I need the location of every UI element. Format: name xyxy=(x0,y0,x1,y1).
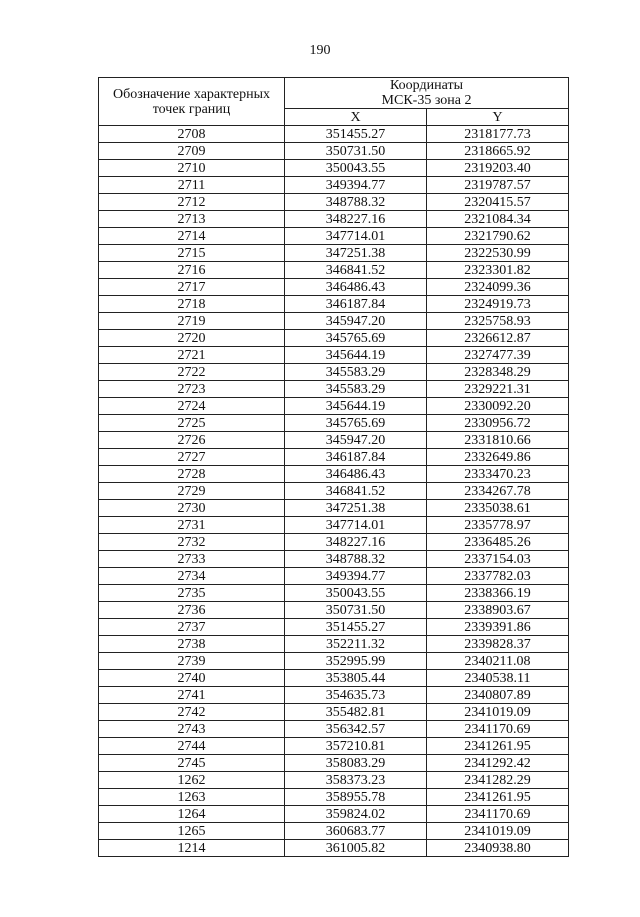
table-row xyxy=(99,602,569,619)
y-coordinate-cell: 2337782.03 xyxy=(427,568,569,585)
point-id-cell: 2734 xyxy=(99,568,285,585)
point-id-cell: 2742 xyxy=(99,704,285,721)
x-coordinate-cell: 350043.55 xyxy=(285,160,427,177)
point-id-cell: 2735 xyxy=(99,585,285,602)
y-coordinate-cell: 2341170.69 xyxy=(427,721,569,738)
point-id-cell: 2741 xyxy=(99,687,285,704)
y-coordinate-cell: 2318177.73 xyxy=(427,126,569,143)
point-id-cell: 2721 xyxy=(99,347,285,364)
y-column-header: Y xyxy=(427,109,569,126)
x-coordinate-cell: 360683.77 xyxy=(285,823,427,840)
y-coordinate-cell: 2335038.61 xyxy=(427,500,569,517)
y-coordinate-cell: 2341019.09 xyxy=(427,823,569,840)
table-row xyxy=(99,619,569,636)
point-id-cell: 2740 xyxy=(99,670,285,687)
y-coordinate-cell: 2335778.97 xyxy=(427,517,569,534)
table-body xyxy=(99,126,569,857)
point-id-cell: 2718 xyxy=(99,296,285,313)
coordinates-header-system: МСК-35 зона 2 xyxy=(381,93,472,108)
x-coordinate-cell: 349394.77 xyxy=(285,568,427,585)
x-coordinate-cell: 355482.81 xyxy=(285,704,427,721)
y-coordinate-cell: 2341170.69 xyxy=(427,806,569,823)
table-row xyxy=(99,738,569,755)
table-row xyxy=(99,534,569,551)
x-coordinate-cell: 345947.20 xyxy=(285,313,427,330)
table-row xyxy=(99,636,569,653)
point-id-cell: 2743 xyxy=(99,721,285,738)
x-coordinate-cell: 346841.52 xyxy=(285,262,427,279)
y-coordinate-cell: 2319787.57 xyxy=(427,177,569,194)
x-coordinate-cell: 345644.19 xyxy=(285,347,427,364)
x-coordinate-cell: 351455.27 xyxy=(285,126,427,143)
x-coordinate-cell: 347251.38 xyxy=(285,500,427,517)
table-row xyxy=(99,262,569,279)
table-row xyxy=(99,500,569,517)
table-row xyxy=(99,721,569,738)
point-id-cell: 1264 xyxy=(99,806,285,823)
table-row xyxy=(99,432,569,449)
table-row xyxy=(99,245,569,262)
x-coordinate-cell: 357210.81 xyxy=(285,738,427,755)
coordinates-header-title: Координаты xyxy=(390,78,463,93)
point-id-cell: 2739 xyxy=(99,653,285,670)
y-coordinate-cell: 2341282.29 xyxy=(427,772,569,789)
table-row xyxy=(99,789,569,806)
point-id-cell: 2715 xyxy=(99,245,285,262)
y-coordinate-cell: 2321790.62 xyxy=(427,228,569,245)
table-row xyxy=(99,551,569,568)
table-row xyxy=(99,211,569,228)
table-row xyxy=(99,194,569,211)
point-id-cell: 2710 xyxy=(99,160,285,177)
point-id-cell: 1262 xyxy=(99,772,285,789)
x-coordinate-cell: 358955.78 xyxy=(285,789,427,806)
x-coordinate-cell: 354635.73 xyxy=(285,687,427,704)
y-coordinate-cell: 2330956.72 xyxy=(427,415,569,432)
x-coordinate-cell: 346841.52 xyxy=(285,483,427,500)
y-coordinate-cell: 2338366.19 xyxy=(427,585,569,602)
table-row xyxy=(99,687,569,704)
coordinates-header xyxy=(285,78,569,109)
y-coordinate-cell: 2330092.20 xyxy=(427,398,569,415)
y-coordinate-cell: 2329221.31 xyxy=(427,381,569,398)
x-coordinate-cell: 345583.29 xyxy=(285,364,427,381)
table-row xyxy=(99,704,569,721)
y-coordinate-cell: 2332649.86 xyxy=(427,449,569,466)
x-coordinate-cell: 346486.43 xyxy=(285,466,427,483)
point-id-cell: 2727 xyxy=(99,449,285,466)
table-row xyxy=(99,177,569,194)
x-column-header: X xyxy=(285,109,427,126)
point-id-cell: 2730 xyxy=(99,500,285,517)
point-id-cell: 2731 xyxy=(99,517,285,534)
x-coordinate-cell: 345644.19 xyxy=(285,398,427,415)
point-id-cell: 2723 xyxy=(99,381,285,398)
x-coordinate-cell: 345765.69 xyxy=(285,330,427,347)
point-id-cell: 2733 xyxy=(99,551,285,568)
point-id-cell: 2719 xyxy=(99,313,285,330)
x-coordinate-cell: 353805.44 xyxy=(285,670,427,687)
y-coordinate-cell: 2328348.29 xyxy=(427,364,569,381)
point-id-cell: 2709 xyxy=(99,143,285,160)
point-id-cell: 2713 xyxy=(99,211,285,228)
point-id-cell: 2732 xyxy=(99,534,285,551)
x-coordinate-cell: 352211.32 xyxy=(285,636,427,653)
point-column-header: Обозначение характерных точек границ xyxy=(99,78,285,126)
point-id-cell: 2708 xyxy=(99,126,285,143)
point-id-cell: 2720 xyxy=(99,330,285,347)
y-coordinate-cell: 2325758.93 xyxy=(427,313,569,330)
x-coordinate-cell: 346187.84 xyxy=(285,449,427,466)
y-coordinate-cell: 2340938.80 xyxy=(427,840,569,857)
point-id-cell: 2729 xyxy=(99,483,285,500)
table-row xyxy=(99,330,569,347)
y-coordinate-cell: 2341292.42 xyxy=(427,755,569,772)
x-coordinate-cell: 352995.99 xyxy=(285,653,427,670)
y-coordinate-cell: 2321084.34 xyxy=(427,211,569,228)
x-coordinate-cell: 349394.77 xyxy=(285,177,427,194)
x-coordinate-cell: 346486.43 xyxy=(285,279,427,296)
x-coordinate-cell: 347714.01 xyxy=(285,517,427,534)
y-coordinate-cell: 2333470.23 xyxy=(427,466,569,483)
table-row xyxy=(99,415,569,432)
table-row xyxy=(99,296,569,313)
point-id-cell: 2722 xyxy=(99,364,285,381)
coordinates-table xyxy=(98,77,569,857)
y-coordinate-cell: 2341261.95 xyxy=(427,789,569,806)
y-coordinate-cell: 2327477.39 xyxy=(427,347,569,364)
table-row xyxy=(99,806,569,823)
table-row xyxy=(99,823,569,840)
x-coordinate-cell: 348788.32 xyxy=(285,194,427,211)
table-row xyxy=(99,840,569,857)
y-coordinate-cell: 2338903.67 xyxy=(427,602,569,619)
x-coordinate-cell: 345765.69 xyxy=(285,415,427,432)
point-id-cell: 2714 xyxy=(99,228,285,245)
y-coordinate-cell: 2339828.37 xyxy=(427,636,569,653)
y-coordinate-cell: 2320415.57 xyxy=(427,194,569,211)
x-coordinate-cell: 345583.29 xyxy=(285,381,427,398)
table-row xyxy=(99,313,569,330)
y-coordinate-cell: 2323301.82 xyxy=(427,262,569,279)
x-coordinate-cell: 345947.20 xyxy=(285,432,427,449)
y-coordinate-cell: 2331810.66 xyxy=(427,432,569,449)
x-coordinate-cell: 346187.84 xyxy=(285,296,427,313)
point-id-cell: 1265 xyxy=(99,823,285,840)
point-id-cell: 2736 xyxy=(99,602,285,619)
x-coordinate-cell: 358373.23 xyxy=(285,772,427,789)
point-id-cell: 2716 xyxy=(99,262,285,279)
y-coordinate-cell: 2341261.95 xyxy=(427,738,569,755)
table-row xyxy=(99,381,569,398)
point-id-cell: 1214 xyxy=(99,840,285,857)
y-coordinate-cell: 2340538.11 xyxy=(427,670,569,687)
point-id-cell: 2745 xyxy=(99,755,285,772)
table-row xyxy=(99,364,569,381)
table-row xyxy=(99,517,569,534)
point-id-cell: 1263 xyxy=(99,789,285,806)
y-coordinate-cell: 2340211.08 xyxy=(427,653,569,670)
x-coordinate-cell: 359824.02 xyxy=(285,806,427,823)
table-row xyxy=(99,160,569,177)
y-coordinate-cell: 2340807.89 xyxy=(427,687,569,704)
point-id-cell: 2737 xyxy=(99,619,285,636)
point-id-cell: 2744 xyxy=(99,738,285,755)
y-coordinate-cell: 2324099.36 xyxy=(427,279,569,296)
x-coordinate-cell: 347714.01 xyxy=(285,228,427,245)
table-row xyxy=(99,398,569,415)
y-coordinate-cell: 2336485.26 xyxy=(427,534,569,551)
point-id-cell: 2725 xyxy=(99,415,285,432)
y-coordinate-cell: 2322530.99 xyxy=(427,245,569,262)
table-row xyxy=(99,466,569,483)
point-id-cell: 2717 xyxy=(99,279,285,296)
y-coordinate-cell: 2319203.40 xyxy=(427,160,569,177)
x-coordinate-cell: 350043.55 xyxy=(285,585,427,602)
table-row xyxy=(99,585,569,602)
table-row xyxy=(99,279,569,296)
x-coordinate-cell: 350731.50 xyxy=(285,143,427,160)
y-coordinate-cell: 2341019.09 xyxy=(427,704,569,721)
table-row xyxy=(99,347,569,364)
point-id-cell: 2726 xyxy=(99,432,285,449)
x-coordinate-cell: 361005.82 xyxy=(285,840,427,857)
x-coordinate-cell: 348227.16 xyxy=(285,534,427,551)
x-coordinate-cell: 348788.32 xyxy=(285,551,427,568)
y-coordinate-cell: 2318665.92 xyxy=(427,143,569,160)
table-row xyxy=(99,126,569,143)
y-coordinate-cell: 2339391.86 xyxy=(427,619,569,636)
x-coordinate-cell: 358083.29 xyxy=(285,755,427,772)
point-id-cell: 2712 xyxy=(99,194,285,211)
table-row xyxy=(99,483,569,500)
page-number: 190 xyxy=(309,43,331,58)
point-id-cell: 2711 xyxy=(99,177,285,194)
table-row xyxy=(99,143,569,160)
x-coordinate-cell: 350731.50 xyxy=(285,602,427,619)
table-row xyxy=(99,670,569,687)
point-id-cell: 2738 xyxy=(99,636,285,653)
x-coordinate-cell: 348227.16 xyxy=(285,211,427,228)
y-coordinate-cell: 2326612.87 xyxy=(427,330,569,347)
x-coordinate-cell: 347251.38 xyxy=(285,245,427,262)
point-id-cell: 2728 xyxy=(99,466,285,483)
y-coordinate-cell: 2324919.73 xyxy=(427,296,569,313)
x-coordinate-cell: 351455.27 xyxy=(285,619,427,636)
table-row xyxy=(99,653,569,670)
table-row xyxy=(99,755,569,772)
point-id-cell: 2724 xyxy=(99,398,285,415)
x-coordinate-cell: 356342.57 xyxy=(285,721,427,738)
y-coordinate-cell: 2337154.03 xyxy=(427,551,569,568)
table-row xyxy=(99,449,569,466)
y-coordinate-cell: 2334267.78 xyxy=(427,483,569,500)
table-row xyxy=(99,568,569,585)
table-row xyxy=(99,228,569,245)
table-row xyxy=(99,772,569,789)
